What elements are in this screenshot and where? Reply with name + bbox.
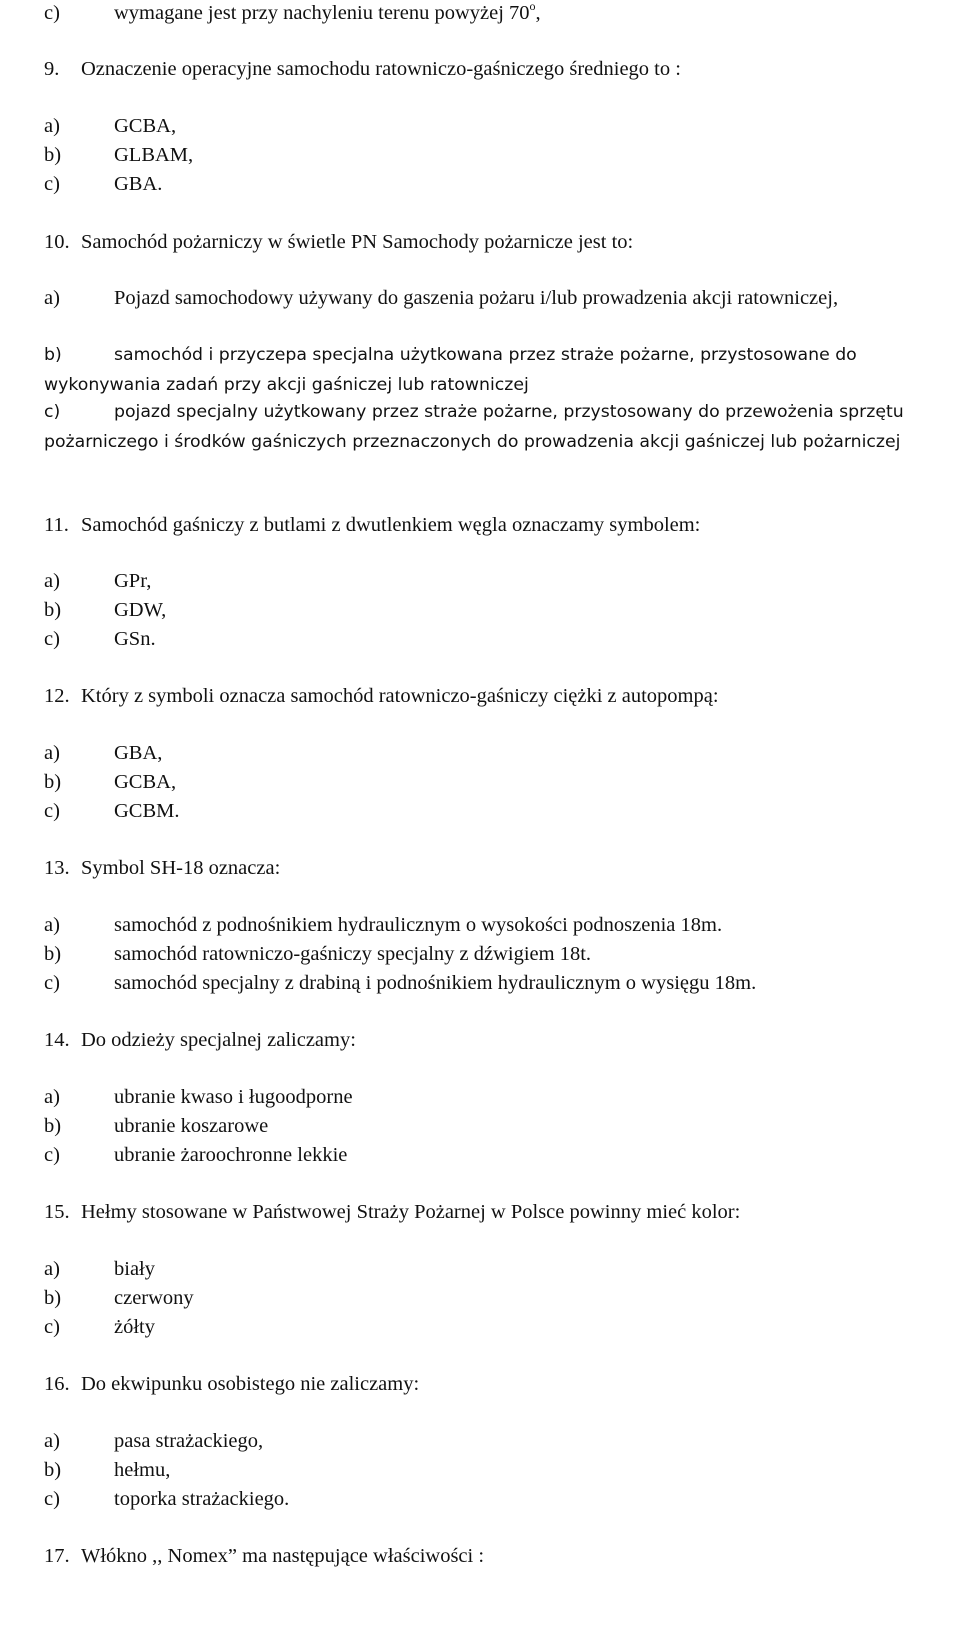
q12-option-b: b) GCBA, xyxy=(44,771,177,793)
q10-option-c: c) pojazd specjalny użytkowany przez straże pożarne, przystosowany do przewożenia sprzętu pożarniczego i środków gaśniczych przeznaczonych do prowadzenia akcji gaśniczej lub pożarniczej xyxy=(44,402,904,452)
q13-option-c: c) samochód specjalny z drabiną i podnośnikiem hydraulicznym o wysięgu 18m. xyxy=(44,972,757,994)
question-13: 13. Symbol SH-18 oznacza: xyxy=(44,857,281,879)
q9-option-b: b) GLBAM, xyxy=(44,144,194,166)
q11-option-c: c) GSn. xyxy=(44,628,156,650)
question-11: 11. Samochód gaśniczy z butlami z dwutlenkiem węgla oznaczamy symbolem: xyxy=(44,514,701,536)
q11-option-b: b) GDW, xyxy=(44,599,167,621)
q12-option-a: a) GBA, xyxy=(44,742,163,764)
q16-option-b: b) hełmu, xyxy=(44,1459,171,1481)
q13-option-b: b) samochód ratowniczo-gaśniczy specjalny z dźwigiem 18t. xyxy=(44,943,592,965)
q13-option-a: a) samochód z podnośnikiem hydraulicznym o wysokości podnoszenia 18m. xyxy=(44,914,723,936)
q11-option-a: a) GPr, xyxy=(44,570,152,592)
q9-option-c: c) GBA. xyxy=(44,173,163,195)
q14-option-a: a) ubranie kwaso i ługoodporne xyxy=(44,1086,353,1108)
q15-option-a: a) biały xyxy=(44,1258,155,1280)
q16-option-c: c) toporka strażackiego. xyxy=(44,1488,290,1510)
question-12: 12. Który z symboli oznacza samochód ratowniczo-gaśniczy ciężki z autopompą: xyxy=(44,685,719,707)
option-c-prev: c) wymagane jest przy nachyleniu terenu powyżej 70$^o$, xyxy=(44,0,541,24)
q12-option-c: c) GCBM. xyxy=(44,800,180,822)
q16-option-a: a) pasa strażackiego, xyxy=(44,1430,264,1452)
question-9: 9. Oznaczenie operacyjne samochodu ratowniczo-gaśniczego średniego to : xyxy=(44,58,681,80)
question-16: 16. Do ekwipunku osobistego nie zaliczamy: xyxy=(44,1373,420,1395)
question-17: 17. Włókno ,, Nomex” ma następujące właściwości : xyxy=(44,1545,485,1567)
q14-option-c: c) ubranie żaroochronne lekkie xyxy=(44,1144,348,1166)
q14-option-b: b) ubranie koszarowe xyxy=(44,1115,269,1137)
q15-option-b: b) czerwony xyxy=(44,1287,194,1309)
question-15: 15. Hełmy stosowane w Państwowej Straży Pożarnej w Polsce powinny mieć kolor: xyxy=(44,1201,741,1223)
q9-option-a: a) GCBA, xyxy=(44,115,177,137)
q10-option-a: a) Pojazd samochodowy używany do gaszenia pożaru i/lub prowadzenia akcji ratowniczej, xyxy=(44,287,839,309)
q10-option-b: b) samochód i przyczepa specjalna użytkowana przez straże pożarne, przystosowane do wykonywania zadań przy akcji gaśniczej lub ratowniczej xyxy=(44,345,857,395)
question-14: 14. Do odzieży specjalnej zaliczamy: xyxy=(44,1029,356,1051)
question-10: 10. Samochód pożarniczy w świetle PN Samochody pożarnicze jest to: xyxy=(44,231,634,253)
q15-option-c: c) żółty xyxy=(44,1316,155,1338)
